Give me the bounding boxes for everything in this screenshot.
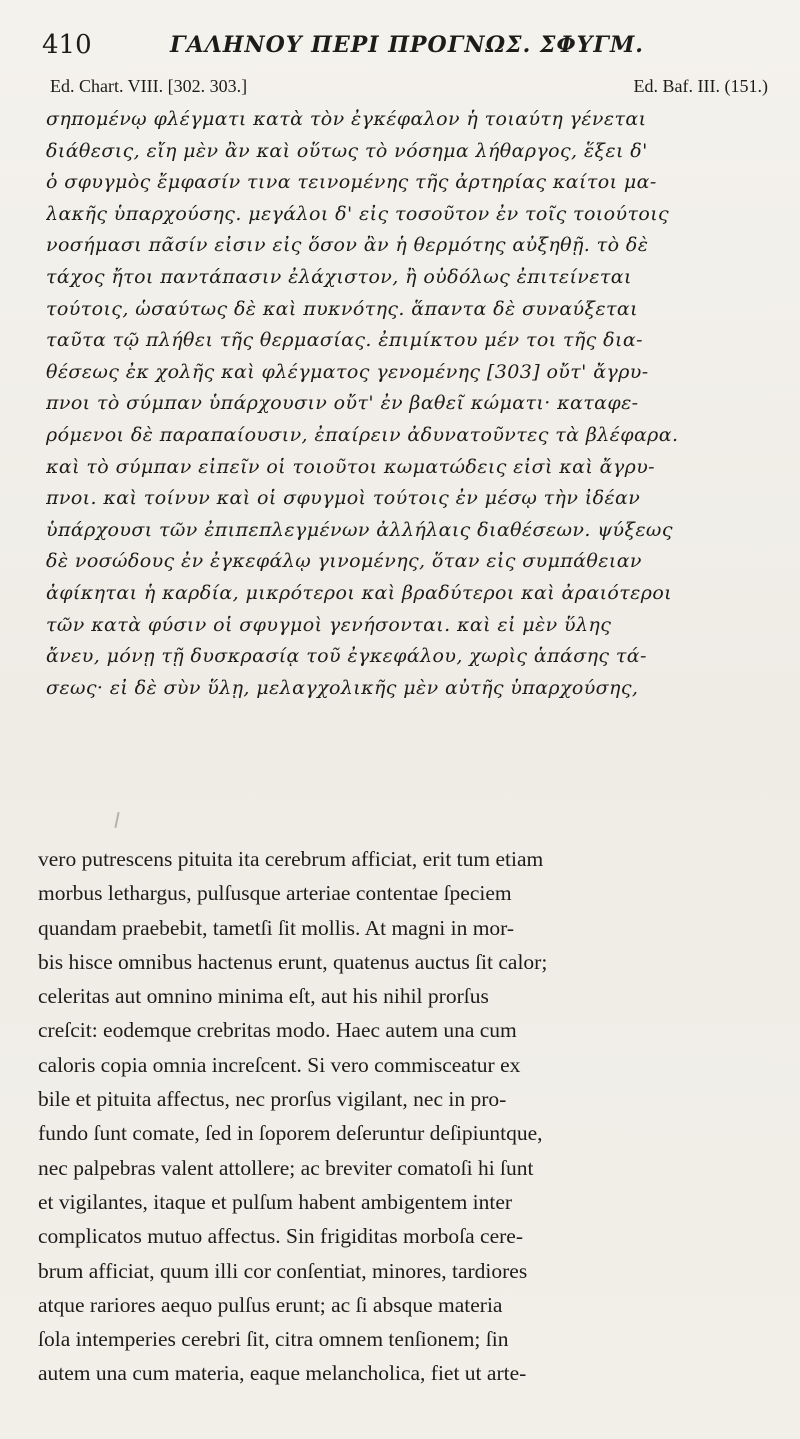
greek-line: ὑπάρχουσι τῶν ἐπιπεπλεγμένων ἀλλήλαις διαθέσεων. ψύξεως bbox=[46, 518, 673, 541]
latin-line: creſcit: eodemque crebritas modo. Haec autem una cum bbox=[38, 1018, 517, 1043]
latin-line: complicatos mutuo affectus. Sin frigiditas morboſa cere- bbox=[38, 1224, 524, 1249]
edition-reference-line bbox=[50, 76, 768, 102]
latin-line: nec palpebras valent attollere; ac breviter comatoſi hi ſunt bbox=[38, 1155, 534, 1180]
latin-line: quandam praebebit, tametſi ſit mollis. At magni in mor- bbox=[38, 915, 515, 940]
greek-line: ὁ σφυγμὸς ἔμφασίν τινα τεινομένης τῆς ἀρτηρίας καίτοι μα- bbox=[46, 171, 657, 194]
latin-line: vero putrescens pituita ita cerebrum afficiat, erit tum etiam bbox=[38, 847, 544, 871]
greek-line: σηπομένῳ φλέγματι κατὰ τὸν ἐγκέφαλον ἡ τοιαύτη γένεται bbox=[46, 108, 647, 130]
latin-line: autem una cum materia, eaque melancholica, fiet ut arte- bbox=[38, 1361, 527, 1386]
edition-chart-reference: Ed. Chart. VIII. [302. 303.] bbox=[50, 76, 248, 96]
latin-line: et vigilantes, itaque et pulſum habent ambigentem inter bbox=[38, 1189, 513, 1214]
greek-line: δὲ νοσώδους ἐν ἐγκεφάλῳ γινομένης, ὅταν εἰς συμπάθειαν bbox=[46, 550, 642, 573]
greek-line: τούτοις, ὡσαύτως δὲ καὶ πυκνότης. ἅπαντα δὲ συναύξεται bbox=[46, 297, 638, 320]
greek-text-block bbox=[46, 104, 766, 704]
greek-line: ταῦτα τῷ πλήθει τῆς θερμασίας. ἐπιμίκτου μέν τοι τῆς δια- bbox=[46, 329, 643, 352]
latin-line: caloris copia omnia increſcent. Si vero commisceatur ex bbox=[38, 1052, 521, 1077]
paper-mark bbox=[114, 812, 119, 828]
latin-line: bis hisce omnibus hactenus erunt, quatenus auctus ſit calor; bbox=[38, 949, 548, 974]
page-title: ΓΑΛΗΝΟΥ ΠΕΡΙ ΠΡΟΓΝΩΣ. ΣΦΥΓΜ. bbox=[170, 32, 644, 58]
latin-line: brum afficiat, quum illi cor conſentiat, minores, tardiores bbox=[38, 1258, 528, 1283]
latin-line: celeritas aut omnino minima eſt, aut his nihil prorſus bbox=[38, 984, 489, 1009]
page-number: 410 bbox=[42, 30, 92, 60]
greek-line: πνοι τὸ σύμπαν ὑπάρχουσιν οὔτ' ἐν βαθεῖ κώματι· καταφε- bbox=[46, 392, 639, 415]
latin-text-block bbox=[38, 842, 768, 1391]
running-head bbox=[42, 30, 772, 62]
greek-line: καὶ τὸ σύμπαν εἰπεῖν οἱ τοιοῦτοι κωματώδεις εἰσὶ καὶ ἄγρυ- bbox=[46, 455, 655, 478]
latin-line: morbus lethargus, pulſusque arteriae contentae ſpeciem bbox=[38, 881, 512, 906]
greek-line: τάχος ἤτοι παντάπασιν ἐλάχιστον, ἢ οὐδόλως ἐπιτείνεται bbox=[46, 265, 632, 288]
latin-line: ſola intemperies cerebri ſit, citra omnem tenſionem; ſin bbox=[38, 1327, 509, 1352]
greek-line: λακῆς ὑπαρχούσης. μεγάλοι δ' εἰς τοσοῦτον ἐν τοῖς τοιούτοις bbox=[46, 202, 670, 225]
greek-line: ἀφίκηται ἡ καρδία, μικρότεροι καὶ βραδύτεροι καὶ ἀραιότεροι bbox=[46, 581, 673, 604]
greek-line: διάθεσις, εἴη μὲν ἂν καὶ οὕτως τὸ νόσημα λήθαργος, ἕξει δ' bbox=[46, 139, 648, 162]
greek-line: θέσεως ἐκ χολῆς καὶ φλέγματος γενομένης [303] οὔτ' ἄγρυ- bbox=[46, 360, 649, 383]
edition-basel-reference: Ed. Baf. III. (151.) bbox=[633, 76, 768, 96]
latin-line: atque rariores aequo pulſus erunt; ac ſi absque materia bbox=[38, 1292, 503, 1317]
greek-line: νοσήμασι πᾶσίν εἰσιν εἰς ὅσον ἂν ἡ θερμότης αὐξηθῇ. τὸ δὲ bbox=[46, 234, 649, 257]
latin-line: bile et pituita affectus, nec prorſus vigilant, nec in pro- bbox=[38, 1087, 507, 1112]
latin-line: fundo ſunt comate, ſed in ſoporem deſeruntur deſipiuntque, bbox=[38, 1121, 543, 1146]
greek-line: ἄνευ, μόνῃ τῇ δυσκρασίᾳ τοῦ ἐγκεφάλου, χωρὶς ἁπάσης τά- bbox=[46, 645, 647, 668]
greek-line: ρόμενοι δὲ παραπαίουσιν, ἐπαίρειν ἀδυνατοῦντες τὰ βλέφαρα. bbox=[46, 423, 679, 446]
greek-line: σεως· εἰ δὲ σὺν ὕλῃ, μελαγχολικῆς μὲν αὐτῆς ὑπαρχούσης, bbox=[46, 676, 639, 699]
greek-line: πνοι. καὶ τοίνυν καὶ οἱ σφυγμοὶ τούτοις ἐν μέσῳ τὴν ἰδέαν bbox=[46, 487, 641, 510]
greek-line: τῶν κατὰ φύσιν οἱ σφυγμοὶ γενήσονται. καὶ εἰ μὲν ὕλης bbox=[46, 613, 612, 636]
